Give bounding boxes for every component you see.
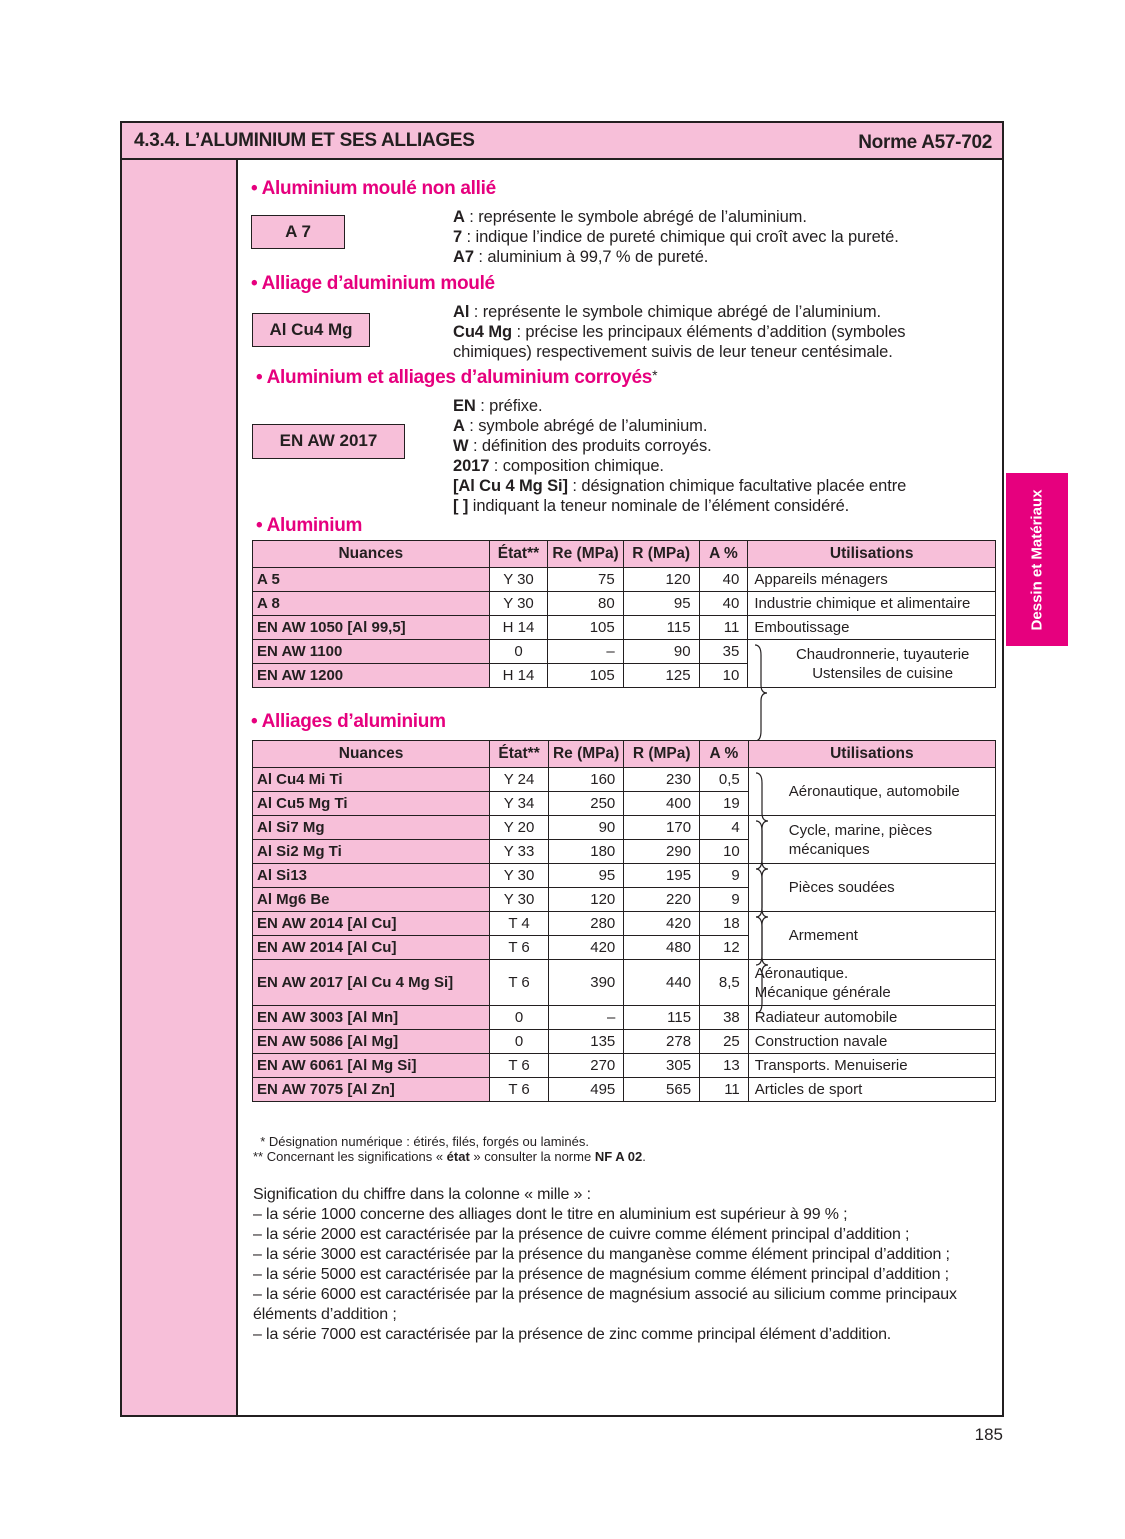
cell-nuance: EN AW 2017 [Al Cu 4 Mg Si]	[253, 960, 490, 1006]
cell-re: 120	[548, 888, 623, 912]
cell-r: 305	[624, 1054, 700, 1078]
cell-nuance: Al Si13	[253, 864, 490, 888]
utilisation-text	[755, 926, 991, 945]
utilisation-text	[755, 878, 991, 897]
cell-r: 480	[624, 936, 700, 960]
table-row	[253, 1030, 996, 1054]
table-header-row	[253, 541, 996, 568]
cell-r: 120	[623, 568, 699, 592]
cell-etat: Y 33	[490, 840, 549, 864]
col-nuances: Nuances	[253, 541, 490, 568]
cell-re: –	[548, 1006, 623, 1030]
cell-a: 38	[700, 1006, 749, 1030]
table-row	[253, 568, 996, 592]
table-row	[253, 640, 996, 664]
cell-re: 135	[548, 1030, 623, 1054]
cell-etat: Y 30	[490, 864, 549, 888]
cell-re: 80	[548, 592, 623, 616]
utilisation-line: Aéronautique.	[754, 964, 849, 982]
table-row	[253, 592, 996, 616]
desc-line: Al : représente le symbole chimique abrégé de l’aluminium.	[453, 303, 882, 321]
cell-a: 9	[700, 864, 749, 888]
notes-line: – la série 3000 est caractérisée par la présence du manganèse comme élément principal d’addition ;	[253, 1246, 950, 1263]
aluminium-table	[252, 540, 996, 688]
desc-line: 2017 : composition chimique.	[453, 457, 664, 475]
cell-utilisation-group	[748, 640, 996, 688]
notes-line: éléments d’addition ;	[253, 1306, 397, 1323]
col-a: A %	[700, 741, 749, 768]
cell-utilisation-group	[748, 912, 995, 960]
cell-a: 40	[699, 568, 748, 592]
cell-etat: Y 30	[489, 592, 548, 616]
utilisation-text	[755, 782, 991, 801]
cell-re: 105	[548, 664, 623, 688]
col-utilisations: Utilisations	[748, 741, 995, 768]
utilisation-line: mécaniques	[788, 840, 870, 858]
cell-etat: 0	[490, 1030, 549, 1054]
desc-line: A : symbole abrégé de l’aluminium.	[453, 417, 708, 435]
cell-a: 10	[700, 840, 749, 864]
cell-r: 420	[624, 912, 700, 936]
side-tab-label: Dessin et Matériaux	[1028, 489, 1046, 630]
cell-re: –	[548, 640, 623, 664]
table-row	[253, 1054, 996, 1078]
col-re: Re (MPa)	[548, 541, 623, 568]
cell-r: 290	[624, 840, 700, 864]
cell-etat: 0	[490, 1006, 549, 1030]
cell-utilisation: Articles de sport	[748, 1078, 995, 1102]
cell-r: 95	[623, 592, 699, 616]
cell-a: 25	[700, 1030, 749, 1054]
brace-icon	[754, 643, 768, 743]
norme-label: Norme A57-702	[858, 132, 992, 153]
cell-re: 95	[548, 864, 623, 888]
cell-nuance: Al Mg6 Be	[253, 888, 490, 912]
cell-a: 4	[700, 816, 749, 840]
cell-etat: Y 20	[490, 816, 549, 840]
cell-re: 270	[548, 1054, 623, 1078]
col-etat: État**	[489, 541, 548, 568]
cell-re: 105	[548, 616, 623, 640]
cell-re: 160	[548, 768, 623, 792]
desc-line: W : définition des produits corroyés.	[453, 437, 712, 455]
cell-etat: H 14	[489, 616, 548, 640]
cell-utilisation-group	[748, 816, 995, 864]
cell-etat: H 14	[489, 664, 548, 688]
cell-utilisation	[748, 960, 995, 1006]
col-re: Re (MPa)	[548, 741, 623, 768]
cell-utilisation: Appareils ménagers	[748, 568, 996, 592]
desc-corroyes	[453, 396, 906, 516]
cell-a: 40	[699, 592, 748, 616]
cell-r: 220	[624, 888, 700, 912]
page-number: 185	[974, 1425, 1003, 1444]
cell-re: 280	[548, 912, 623, 936]
desc-line: A7 : aluminium à 99,7 % de pureté.	[453, 248, 709, 266]
utilisation-line: Mécanique générale	[754, 983, 891, 1001]
cell-a: 35	[699, 640, 748, 664]
col-nuances: Nuances	[253, 741, 490, 768]
content-area	[240, 160, 1002, 1415]
desc-line: 7 : indique l’indice de pureté chimique qui croît avec la pureté.	[453, 228, 899, 246]
code-box-a7: A 7	[251, 215, 345, 249]
cell-utilisation: Construction navale	[748, 1030, 995, 1054]
cell-a: 18	[700, 912, 749, 936]
cell-utilisation-group	[748, 864, 995, 912]
utilisation-line: Chaudronnerie, tuyauterie	[795, 645, 970, 663]
cell-r: 230	[624, 768, 700, 792]
cell-nuance: EN AW 1100	[253, 640, 490, 664]
heading-alliages: • Alliages d’aluminium	[251, 711, 446, 732]
cell-a: 12	[700, 936, 749, 960]
footnote-1: * Désignation numérique : étirés, filés, forgés ou laminés.	[253, 1134, 590, 1149]
cell-nuance: EN AW 5086 [Al Mg]	[253, 1030, 490, 1054]
utilisation-line: Pièces soudées	[788, 879, 895, 896]
cell-r: 125	[623, 664, 699, 688]
section-title: 4.3.4. L’ALUMINIUM ET SES ALLIAGES	[134, 130, 475, 151]
col-utilisations: Utilisations	[748, 541, 996, 568]
col-r: R (MPa)	[623, 541, 699, 568]
cell-r: 195	[624, 864, 700, 888]
cell-nuance: EN AW 1200	[253, 664, 490, 688]
cell-nuance: A 8	[253, 592, 490, 616]
table-header-row	[253, 741, 996, 768]
desc-alliage-moule	[453, 302, 905, 362]
notes-line: – la série 2000 est caractérisée par la présence de cuivre comme élément principal d’addition ;	[253, 1226, 910, 1243]
cell-a: 9	[700, 888, 749, 912]
cell-r: 565	[624, 1078, 700, 1102]
cell-nuance: Al Si2 Mg Ti	[253, 840, 490, 864]
cell-nuance: EN AW 6061 [Al Mg Si]	[253, 1054, 490, 1078]
heading-alliage-moule: • Alliage d’aluminium moulé	[251, 273, 495, 294]
cell-a: 8,5	[700, 960, 749, 1006]
page-frame	[120, 121, 1004, 1417]
cell-etat: T 4	[490, 912, 549, 936]
series-notes	[253, 1185, 957, 1345]
cell-a: 13	[700, 1054, 749, 1078]
cell-utilisation: Emboutissage	[748, 616, 996, 640]
utilisation-line: Aéronautique, automobile	[788, 783, 960, 800]
table-row	[253, 864, 996, 888]
cell-a: 10	[699, 664, 748, 688]
cell-re: 75	[548, 568, 623, 592]
utilisation-text	[754, 645, 991, 683]
cell-nuance: A 5	[253, 568, 490, 592]
cell-etat: Y 30	[489, 568, 548, 592]
desc-line: Cu4 Mg : précise les principaux éléments d’addition (symboles	[453, 323, 906, 341]
cell-re: 250	[548, 792, 623, 816]
cell-re: 90	[548, 816, 623, 840]
cell-nuance: Al Si7 Mg	[253, 816, 490, 840]
cell-a: 0,5	[700, 768, 749, 792]
heading-aluminium: • Aluminium	[256, 515, 363, 536]
cell-r: 115	[624, 1006, 700, 1030]
cell-re: 420	[548, 936, 623, 960]
desc-non-allie	[453, 207, 899, 267]
desc-line: [Al Cu 4 Mg Si] : désignation chimique facultative placée entre	[453, 477, 907, 495]
cell-nuance: EN AW 1050 [Al 99,5]	[253, 616, 490, 640]
cell-etat: Y 30	[490, 888, 549, 912]
cell-etat: 0	[489, 640, 548, 664]
cell-a: 19	[700, 792, 749, 816]
desc-line: A : représente le symbole abrégé de l’aluminium.	[453, 208, 807, 226]
cell-etat: Y 24	[490, 768, 549, 792]
cell-utilisation: Transports. Menuiserie	[748, 1054, 995, 1078]
cell-utilisation: Industrie chimique et alimentaire	[748, 592, 996, 616]
notes-line: – la série 6000 est caractérisée par la présence de magnésium associé au silicium comme principaux	[253, 1286, 957, 1303]
col-a: A %	[699, 541, 748, 568]
left-margin-column	[122, 160, 238, 1415]
footnote-2: ** Concernant les significations « état » consulter la norme NF A 02.	[253, 1149, 646, 1164]
table-row	[253, 616, 996, 640]
cell-r: 170	[624, 816, 700, 840]
cell-etat: T 6	[490, 936, 549, 960]
col-etat: État**	[490, 741, 549, 768]
cell-a: 11	[699, 616, 748, 640]
chapter-side-tab[interactable]	[1006, 473, 1068, 646]
heading-aluminium-moule-non-allie: • Aluminium moulé non allié	[251, 178, 496, 199]
cell-nuance: EN AW 7075 [Al Zn]	[253, 1078, 490, 1102]
desc-line: EN : préfixe.	[453, 397, 543, 415]
notes-line: – la série 7000 est caractérisée par la présence de zinc comme principal élément d’addition.	[253, 1326, 892, 1343]
cell-nuance: Al Cu4 Mi Ti	[253, 768, 490, 792]
cell-nuance: EN AW 3003 [Al Mn]	[253, 1006, 490, 1030]
cell-nuance: EN AW 2014 [Al Cu]	[253, 912, 490, 936]
table-row	[253, 768, 996, 792]
cell-r: 440	[624, 960, 700, 1006]
code-box-alcu4mg: Al Cu4 Mg	[252, 313, 370, 347]
notes-line: – la série 1000 concerne des alliages dont le titre en aluminium est supérieur à 99 % ;	[253, 1206, 848, 1223]
cell-re: 180	[548, 840, 623, 864]
cell-r: 90	[623, 640, 699, 664]
cell-etat: T 6	[490, 1054, 549, 1078]
cell-etat: T 6	[490, 1078, 549, 1102]
notes-intro: Signification du chiffre dans la colonne « mille » :	[253, 1186, 591, 1203]
footnotes	[253, 1134, 646, 1164]
cell-nuance: Al Cu5 Mg Ti	[253, 792, 490, 816]
code-box-en-aw-2017: EN AW 2017	[252, 424, 405, 459]
col-r: R (MPa)	[624, 741, 700, 768]
utilisation-text	[755, 821, 991, 859]
desc-line: chimiques) respectivement suivis de leur teneur centésimale.	[453, 343, 893, 361]
cell-etat: T 6	[490, 960, 549, 1006]
cell-re: 495	[548, 1078, 623, 1102]
utilisation-line: Cycle, marine, pièces	[788, 821, 933, 839]
cell-utilisation: Radiateur automobile	[748, 1006, 995, 1030]
brace-icon	[755, 915, 769, 1015]
cell-nuance: EN AW 2014 [Al Cu]	[253, 936, 490, 960]
cell-a: 11	[700, 1078, 749, 1102]
cell-r: 400	[624, 792, 700, 816]
desc-line: [ ] indiquant la teneur nominale de l’élément considéré.	[453, 497, 850, 515]
cell-utilisation-group	[748, 768, 995, 816]
utilisation-line: Armement	[788, 927, 858, 944]
cell-re: 390	[548, 960, 623, 1006]
utilisation-line: Ustensiles de cuisine	[812, 664, 954, 682]
cell-r: 278	[624, 1030, 700, 1054]
table-row	[253, 912, 996, 936]
alliages-table	[252, 740, 996, 1102]
table-row	[253, 1078, 996, 1102]
cell-r: 115	[623, 616, 699, 640]
table-row	[253, 960, 996, 1006]
notes-line: – la série 5000 est caractérisée par la présence de magnésium comme élément principal d’addition ;	[253, 1266, 949, 1283]
cell-etat: Y 34	[490, 792, 549, 816]
table-row	[253, 1006, 996, 1030]
heading-corroyes: • Aluminium et alliages d’aluminium corroyés*	[256, 367, 658, 388]
section-header	[122, 123, 1002, 160]
table-row	[253, 816, 996, 840]
